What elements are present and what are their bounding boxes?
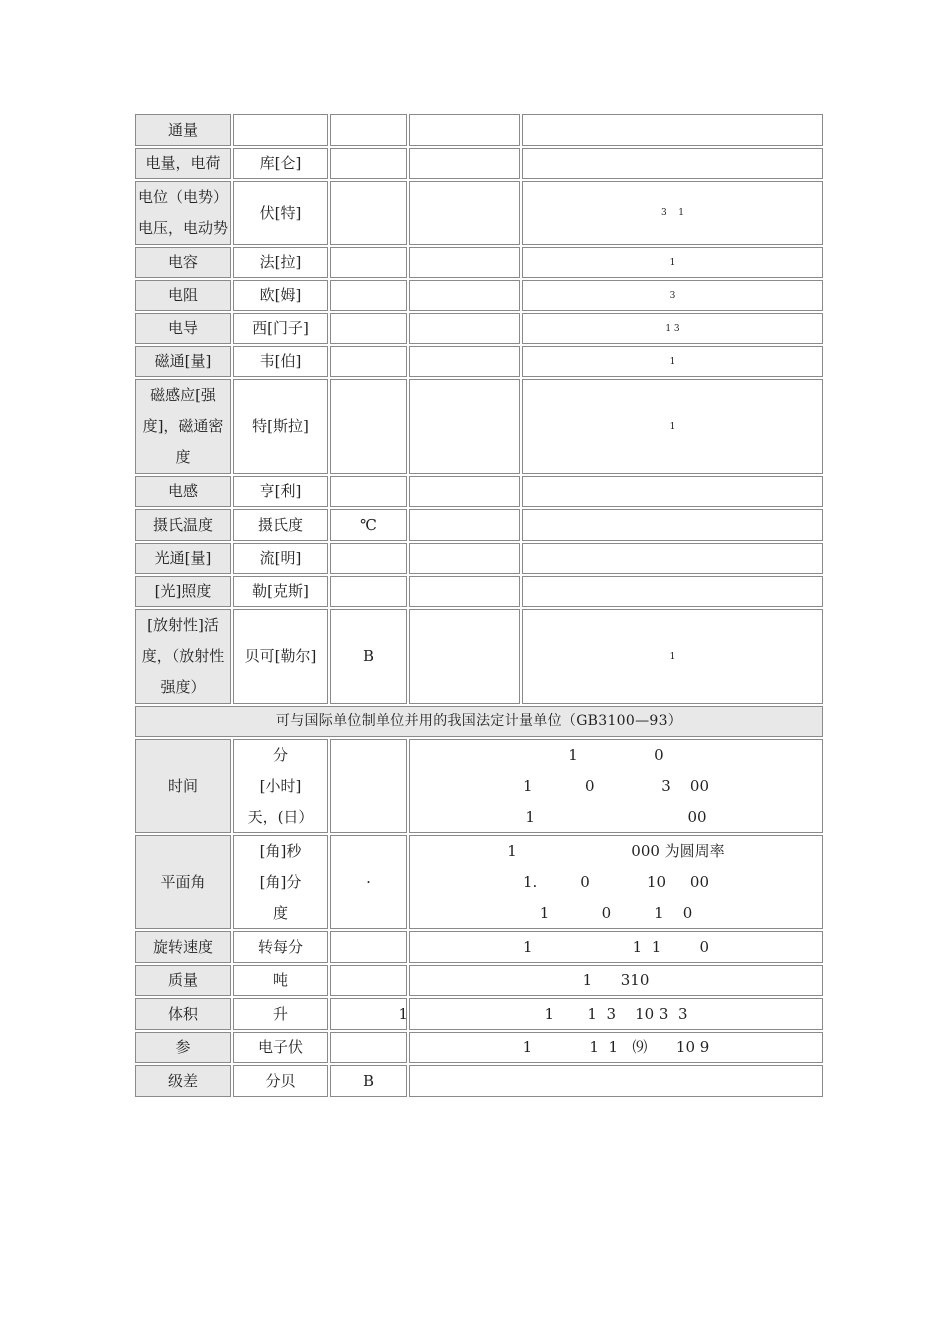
symbol-cell <box>330 965 407 996</box>
relation-text: 1 1 1 0 <box>523 937 709 956</box>
quantity-cell <box>135 1065 231 1097</box>
symbol-cell <box>330 181 407 245</box>
relation-text: 3 1 <box>661 208 684 218</box>
relation-text: 1. 0 10 00 <box>523 872 709 891</box>
quantity-cell <box>135 998 231 1030</box>
section-title: 可与国际单位制单位并用的我国法定计量单位（GB3100—93） <box>275 713 683 729</box>
quantity-cell <box>135 114 231 146</box>
quantity-cell <box>135 476 231 507</box>
unit-name: 吨 <box>272 971 288 989</box>
relation-cell <box>522 346 823 377</box>
symbol-cell <box>330 379 407 474</box>
unit-name-cell <box>233 476 328 507</box>
empty-cell <box>409 609 520 704</box>
empty-cell <box>409 181 520 245</box>
symbol-cell <box>330 247 407 278</box>
symbol-cell <box>330 280 407 311</box>
relation-cell <box>522 280 823 311</box>
quantity-label: 平面角 <box>160 872 206 891</box>
relation-text: 1 <box>669 421 676 432</box>
unit-name: 天，(日） <box>247 807 314 826</box>
quantity-cell <box>135 576 231 607</box>
unit-symbol: · <box>366 872 371 891</box>
quantity-label: 电导 <box>167 319 198 337</box>
unit-name-cell <box>233 609 328 704</box>
relation-cell <box>522 181 823 245</box>
quantity-label: 度]，磁通密 <box>142 417 224 435</box>
quantity-cell <box>135 543 231 574</box>
relation-cell <box>409 965 823 996</box>
unit-name: 法[拉] <box>259 253 302 271</box>
quantity-label: 质量 <box>167 971 198 989</box>
relation-cell <box>522 543 823 574</box>
unit-name: 度 <box>272 903 288 922</box>
unit-name-cell <box>233 247 328 278</box>
relation-text: 1 1 1 ⑼ 10 9 <box>522 1038 710 1056</box>
unit-name-cell <box>233 379 328 474</box>
quantity-cell <box>135 181 231 245</box>
symbol-cell <box>330 313 407 344</box>
quantity-label: 电感 <box>167 482 198 500</box>
unit-symbol: B <box>362 647 375 665</box>
relation-cell <box>409 1065 823 1097</box>
quantity-label: 电位（电势） <box>137 188 228 206</box>
quantity-cell <box>135 346 231 377</box>
unit-name-cell <box>233 739 328 833</box>
symbol-cell <box>330 1065 407 1097</box>
relation-text: 3 <box>669 290 676 301</box>
quantity-cell <box>135 931 231 963</box>
quantity-label: 旋转速度 <box>152 937 213 956</box>
relation-text: 1 00 <box>525 807 707 826</box>
quantity-label: 度 <box>175 448 191 466</box>
symbol-cell <box>330 739 407 833</box>
relation-cell <box>522 114 823 146</box>
quantity-label: 光通[量] <box>154 549 212 567</box>
unit-name-cell <box>233 114 328 146</box>
unit-name: 欧[姆] <box>259 286 302 304</box>
empty-cell <box>409 114 520 146</box>
quantity-label: 参 <box>175 1038 191 1056</box>
unit-name-cell <box>233 148 328 179</box>
relation-cell <box>522 476 823 507</box>
unit-name-cell <box>233 1032 328 1063</box>
quantity-label: 体积 <box>167 1004 198 1023</box>
unit-name-cell <box>233 1065 328 1097</box>
quantity-label: 磁通[量] <box>154 352 212 370</box>
quantity-label: 级差 <box>167 1071 198 1090</box>
relation-cell <box>522 247 823 278</box>
unit-symbol: 1 <box>398 1004 408 1023</box>
symbol-cell <box>330 1032 407 1063</box>
unit-name: 分 <box>272 745 288 764</box>
quantity-label: 电阻 <box>167 286 198 304</box>
quantity-cell <box>135 313 231 344</box>
unit-name-cell <box>233 998 328 1030</box>
relation-cell <box>409 1032 823 1063</box>
unit-name: 伏[特] <box>259 203 302 222</box>
quantity-label: 电量，电荷 <box>145 154 221 172</box>
units-table <box>135 114 825 1099</box>
relation-text: 1 0 1 0 <box>539 903 693 922</box>
quantity-label: 通量 <box>167 120 198 139</box>
unit-name: [角]分 <box>259 872 302 891</box>
unit-name: [小时] <box>259 776 302 795</box>
relation-cell <box>522 313 823 344</box>
empty-cell <box>409 313 520 344</box>
quantity-cell <box>135 280 231 311</box>
quantity-cell <box>135 247 231 278</box>
relation-text: 1 000 为圆周率 <box>507 841 725 860</box>
quantity-label: 电压，电动势 <box>137 219 228 237</box>
quantity-cell <box>135 509 231 541</box>
empty-cell <box>409 247 520 278</box>
unit-name: [角]秒 <box>259 841 302 860</box>
unit-name: 摄氏度 <box>257 515 303 534</box>
unit-name: 流[明] <box>259 549 302 567</box>
relation-text: 1 <box>669 356 676 367</box>
symbol-cell <box>330 114 407 146</box>
symbol-cell <box>330 346 407 377</box>
symbol-cell <box>330 509 407 541</box>
unit-name-cell <box>233 965 328 996</box>
quantity-cell <box>135 379 231 474</box>
unit-name-cell <box>233 280 328 311</box>
empty-cell <box>409 346 520 377</box>
unit-name: 电子伏 <box>257 1038 303 1056</box>
quantity-cell <box>135 835 231 929</box>
unit-name: 转每分 <box>257 937 303 956</box>
relation-text: 1 <box>669 257 676 268</box>
empty-cell <box>409 509 520 541</box>
symbol-cell <box>330 998 407 1030</box>
empty-cell <box>409 543 520 574</box>
unit-name: 特[斯拉] <box>252 417 309 435</box>
quantity-cell <box>135 148 231 179</box>
quantity-label: 摄氏温度 <box>152 515 213 534</box>
unit-name: 升 <box>272 1004 288 1023</box>
symbol-cell <box>330 476 407 507</box>
unit-name: 贝可[勒尔] <box>244 647 317 665</box>
unit-name-cell <box>233 543 328 574</box>
unit-name: 西[门子] <box>252 319 309 337</box>
quantity-cell <box>135 1032 231 1063</box>
empty-cell <box>409 576 520 607</box>
symbol-cell <box>330 148 407 179</box>
symbol-cell <box>330 543 407 574</box>
relation-cell <box>522 509 823 541</box>
relation-cell <box>409 998 823 1030</box>
unit-name-cell <box>233 313 328 344</box>
relation-text: 1 310 <box>582 971 650 989</box>
quantity-label: [光]照度 <box>154 582 212 600</box>
relation-text: 1 <box>669 651 676 662</box>
symbol-cell <box>330 609 407 704</box>
unit-symbol: B <box>362 1071 375 1090</box>
section-banner <box>135 706 823 737</box>
symbol-cell <box>330 931 407 963</box>
quantity-label: 强度） <box>160 678 206 696</box>
symbol-cell <box>330 835 407 929</box>
quantity-label: 时间 <box>167 776 198 795</box>
unit-name: 亨[利] <box>259 482 302 500</box>
quantity-cell <box>135 739 231 833</box>
unit-name: 勒[克斯] <box>252 582 309 600</box>
unit-name: 库[仑] <box>259 154 302 172</box>
quantity-label: [放射性]活 <box>147 616 219 634</box>
quantity-label: 磁感应[强 <box>150 386 216 404</box>
relation-text: 1 3 <box>665 323 680 334</box>
quantity-label: 度，（放射性 <box>141 647 225 665</box>
empty-cell <box>409 379 520 474</box>
relation-cell <box>522 576 823 607</box>
quantity-label: 电容 <box>167 253 198 271</box>
quantity-cell <box>135 965 231 996</box>
relation-text: 1 0 <box>568 745 664 764</box>
unit-name-cell <box>233 576 328 607</box>
unit-name-cell <box>233 181 328 245</box>
relation-text: 1 0 3 00 <box>523 776 709 795</box>
relation-cell <box>522 609 823 704</box>
unit-name-cell <box>233 931 328 963</box>
unit-name-cell <box>233 346 328 377</box>
unit-name-cell <box>233 835 328 929</box>
relation-cell <box>522 379 823 474</box>
relation-cell <box>409 835 823 929</box>
quantity-cell <box>135 609 231 704</box>
relation-cell <box>409 739 823 833</box>
unit-symbol: ℃ <box>360 515 377 534</box>
symbol-cell <box>330 576 407 607</box>
relation-text: 1 1 3 10 3 3 <box>544 1004 688 1023</box>
relation-cell <box>409 931 823 963</box>
empty-cell <box>409 280 520 311</box>
unit-name-cell <box>233 509 328 541</box>
unit-name: 韦[伯] <box>259 352 302 370</box>
unit-name: 分贝 <box>265 1071 296 1090</box>
empty-cell <box>409 148 520 179</box>
empty-cell <box>409 476 520 507</box>
relation-cell <box>522 148 823 179</box>
